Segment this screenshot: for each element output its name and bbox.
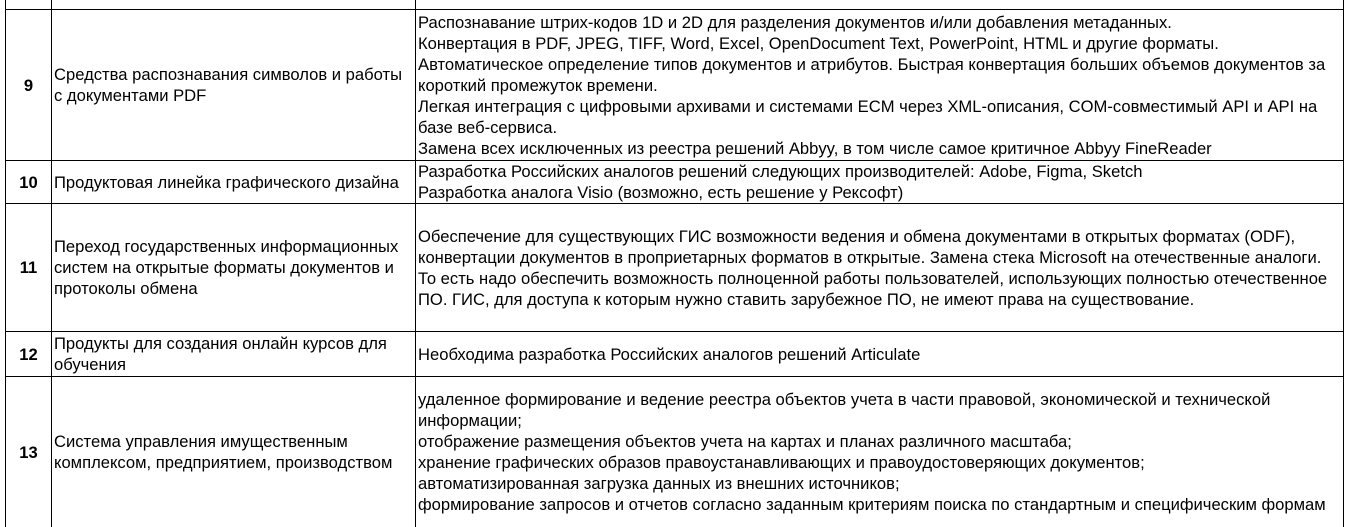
description-line: хранение графических образов правоустанавливающих и правоудостоверяющих документов; [418, 453, 1145, 472]
description-line: То есть надо обеспечить возможность полноценной работы пользователей, использующих полностью отечественное ПО. ГИС, для доступа к которым нужно ставить зарубежное ПО, не имеют права на существование. [418, 268, 1328, 309]
row-number: 10 [6, 161, 52, 204]
row-title: Продуктовая линейка графического дизайна [52, 161, 416, 204]
description-line: Обеспечение для существующих ГИС возможности ведения и обмена документами в открытых форматах (ODF), конвертации документов в проприетарных форматов в открытые. Замена стека Microsoft на отечественные аналоги. [418, 226, 1322, 267]
row-number [6, 0, 52, 10]
row-description [416, 10, 1344, 161]
description-line: отображение размещения объектов учета на картах и планах различного масштаба; [418, 432, 1072, 451]
description-line: Автоматическое определение типов документов и атрибутов. Быстрая конвертация больших объемов документов за короткий промежуток времени. [418, 54, 1326, 95]
description-line: Разработка аналога Visio (возможно, есть решение у Рексофт) [418, 183, 904, 202]
row-description [416, 332, 1344, 377]
row-description [416, 377, 1344, 527]
description-line: Необходима разработка Российских аналогов решений Articulate [418, 344, 921, 364]
description-line: Замена всех исключенных из реестра решений Abbyy, в том числе самое критичное Abbyy FineReader [418, 138, 1212, 158]
row-description [416, 0, 1344, 10]
row-title: Средства распознавания символов и работы с документами PDF [52, 10, 416, 161]
table-row [6, 377, 1344, 527]
description-line: Разработка Российских аналогов решений следующих производителей: Adobe, Figma, Sketch [418, 162, 1143, 181]
row-title: Переход государственных информационных систем на открытые форматы документов и протоколы обмена [52, 204, 416, 332]
description-line: удаленное формирование и ведение реестра объектов учета в части правовой, экономической и технической информации; [418, 390, 1271, 430]
description-line: Конвертация в PDF, JPEG, TIFF, Word, Excel, OpenDocument Text, PowerPoint, HTML и другие форматы. [418, 33, 1219, 53]
description-line: формирование запросов и отчетов согласно заданным критериям поиска по стандартным и специфическим формам [418, 495, 1326, 514]
row-number: 13 [6, 377, 52, 527]
description-line: Легкая интеграция с цифровыми архивами и системами ECM через XML-описания, COM-совместимый API и API на базе веб-сервиса. [418, 96, 1318, 137]
table-row [6, 204, 1344, 332]
table-row [6, 10, 1344, 161]
row-title: Продукты для создания онлайн курсов для обучения [52, 332, 416, 377]
requirements-table [5, 0, 1344, 527]
row-title: Система управления имущественным комплексом, предприятием, производством [52, 377, 416, 527]
row-title [52, 0, 416, 10]
row-description [416, 161, 1344, 204]
table-row [6, 0, 1344, 10]
row-number: 12 [6, 332, 52, 377]
row-number: 9 [6, 10, 52, 161]
row-description [416, 204, 1344, 332]
row-number: 11 [6, 204, 52, 332]
description-line: Распознавание штрих-кодов 1D и 2D для разделения документов и/или добавления метаданных. [418, 12, 1172, 32]
table-row [6, 332, 1344, 377]
description-line: автоматизированная загрузка данных из внешних источников; [418, 474, 900, 493]
table-row [6, 161, 1344, 204]
